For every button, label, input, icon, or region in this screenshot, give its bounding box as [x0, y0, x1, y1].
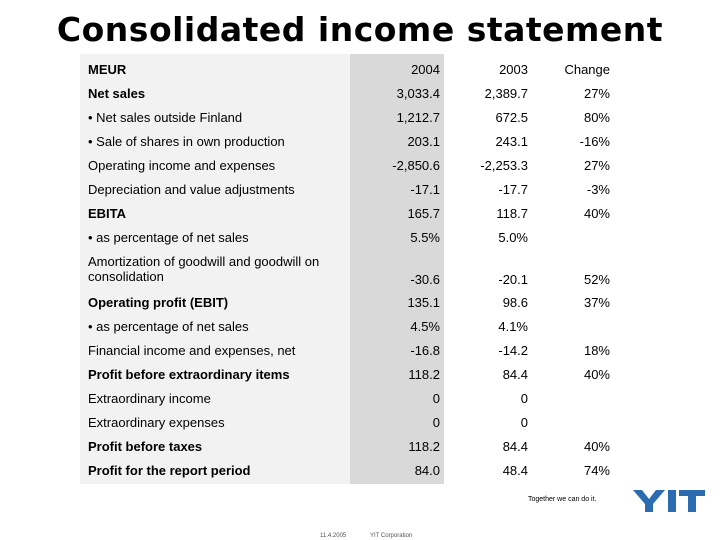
row-label: Amortization of goodwill and goodwill on consolidation	[88, 254, 320, 284]
yit-logo	[633, 488, 705, 514]
row-value-2004: -17.1	[410, 182, 440, 197]
row-value-2003: 98.6	[502, 295, 528, 310]
row-label: • as percentage of net sales	[88, 230, 249, 245]
row-value-2003: -2,253.3	[480, 158, 528, 173]
row-value-2003: 84.4	[502, 367, 528, 382]
row-value-2004: 5.5%	[410, 230, 440, 245]
row-value-2003: 2,389.7	[484, 86, 528, 101]
row-label: Net sales	[88, 86, 146, 101]
row-label: Operating income and expenses	[88, 158, 276, 173]
row-label: Extraordinary income	[88, 391, 211, 406]
row-value-2004: 4.5%	[410, 319, 440, 334]
row-value-2003: 0	[520, 415, 528, 430]
row-label: Profit before taxes	[88, 439, 203, 454]
header-change: Change	[564, 62, 610, 77]
row-value-2004: -30.6	[410, 272, 440, 287]
row-value-2003: 672.5	[495, 110, 528, 125]
row-value-2003: 84.4	[502, 439, 528, 454]
footer-date: 11.4.2005	[320, 533, 347, 539]
row-change: 27%	[583, 158, 610, 173]
footer-corporation: YIT Corporation	[370, 533, 413, 539]
row-value-2004: 203.1	[407, 134, 440, 149]
row-change: -16%	[579, 134, 610, 149]
row-value-2003: -20.1	[498, 272, 528, 287]
row-value-2004: 3,033.4	[396, 86, 440, 101]
row-change: 27%	[583, 86, 610, 101]
row-label: Extraordinary expenses	[88, 415, 225, 430]
row-value-2003: -14.2	[498, 343, 528, 358]
row-label: • as percentage of net sales	[88, 319, 249, 334]
row-value-2003: 48.4	[502, 463, 528, 478]
slogan: Together we can do it.	[528, 496, 597, 503]
row-label: Profit before extraordinary items	[88, 367, 290, 382]
row-value-2004: -16.8	[410, 343, 440, 358]
row-value-2003: 4.1%	[498, 319, 528, 334]
page-title: Consolidated income statement	[56, 10, 664, 49]
row-label: • Net sales outside Finland	[88, 110, 243, 125]
row-value-2004: 118.2	[408, 367, 440, 382]
row-label: EBITA	[88, 206, 127, 221]
row-value-2003: 118.7	[496, 206, 528, 221]
row-value-2003: -17.7	[498, 182, 528, 197]
row-change: 40%	[583, 367, 610, 382]
row-change: 37%	[583, 295, 610, 310]
row-change: 74%	[583, 463, 610, 478]
row-value-2004: 0	[432, 391, 440, 406]
row-value-2004: 1,212.7	[396, 110, 440, 125]
header-unit: MEUR	[88, 62, 127, 77]
row-label: Profit for the report period	[88, 463, 251, 478]
row-value-2003: 5.0%	[498, 230, 528, 245]
row-value-2003: 243.1	[495, 134, 528, 149]
row-change: -3%	[586, 182, 610, 197]
row-change: 40%	[583, 206, 610, 221]
income-statement-table	[80, 54, 616, 484]
row-label: • Sale of shares in own production	[88, 134, 285, 149]
row-change: 18%	[583, 343, 610, 358]
row-label: Financial income and expenses, net	[88, 343, 296, 358]
row-label: Operating profit (EBIT)	[88, 295, 229, 310]
row-value-2004: 135.1	[407, 295, 440, 310]
row-value-2004: -2,850.6	[392, 158, 440, 173]
row-label: Depreciation and value adjustments	[88, 182, 295, 197]
header-2003: 2003	[499, 62, 528, 77]
row-value-2003: 0	[520, 391, 528, 406]
row-value-2004: 118.2	[408, 439, 440, 454]
row-value-2004: 0	[432, 415, 440, 430]
row-change: 40%	[583, 439, 610, 454]
row-value-2004: 165.7	[407, 206, 440, 221]
row-change: 80%	[583, 110, 610, 125]
row-change: 52%	[583, 272, 610, 287]
row-value-2004: 84.0	[414, 463, 440, 478]
header-2004: 2004	[411, 62, 440, 77]
